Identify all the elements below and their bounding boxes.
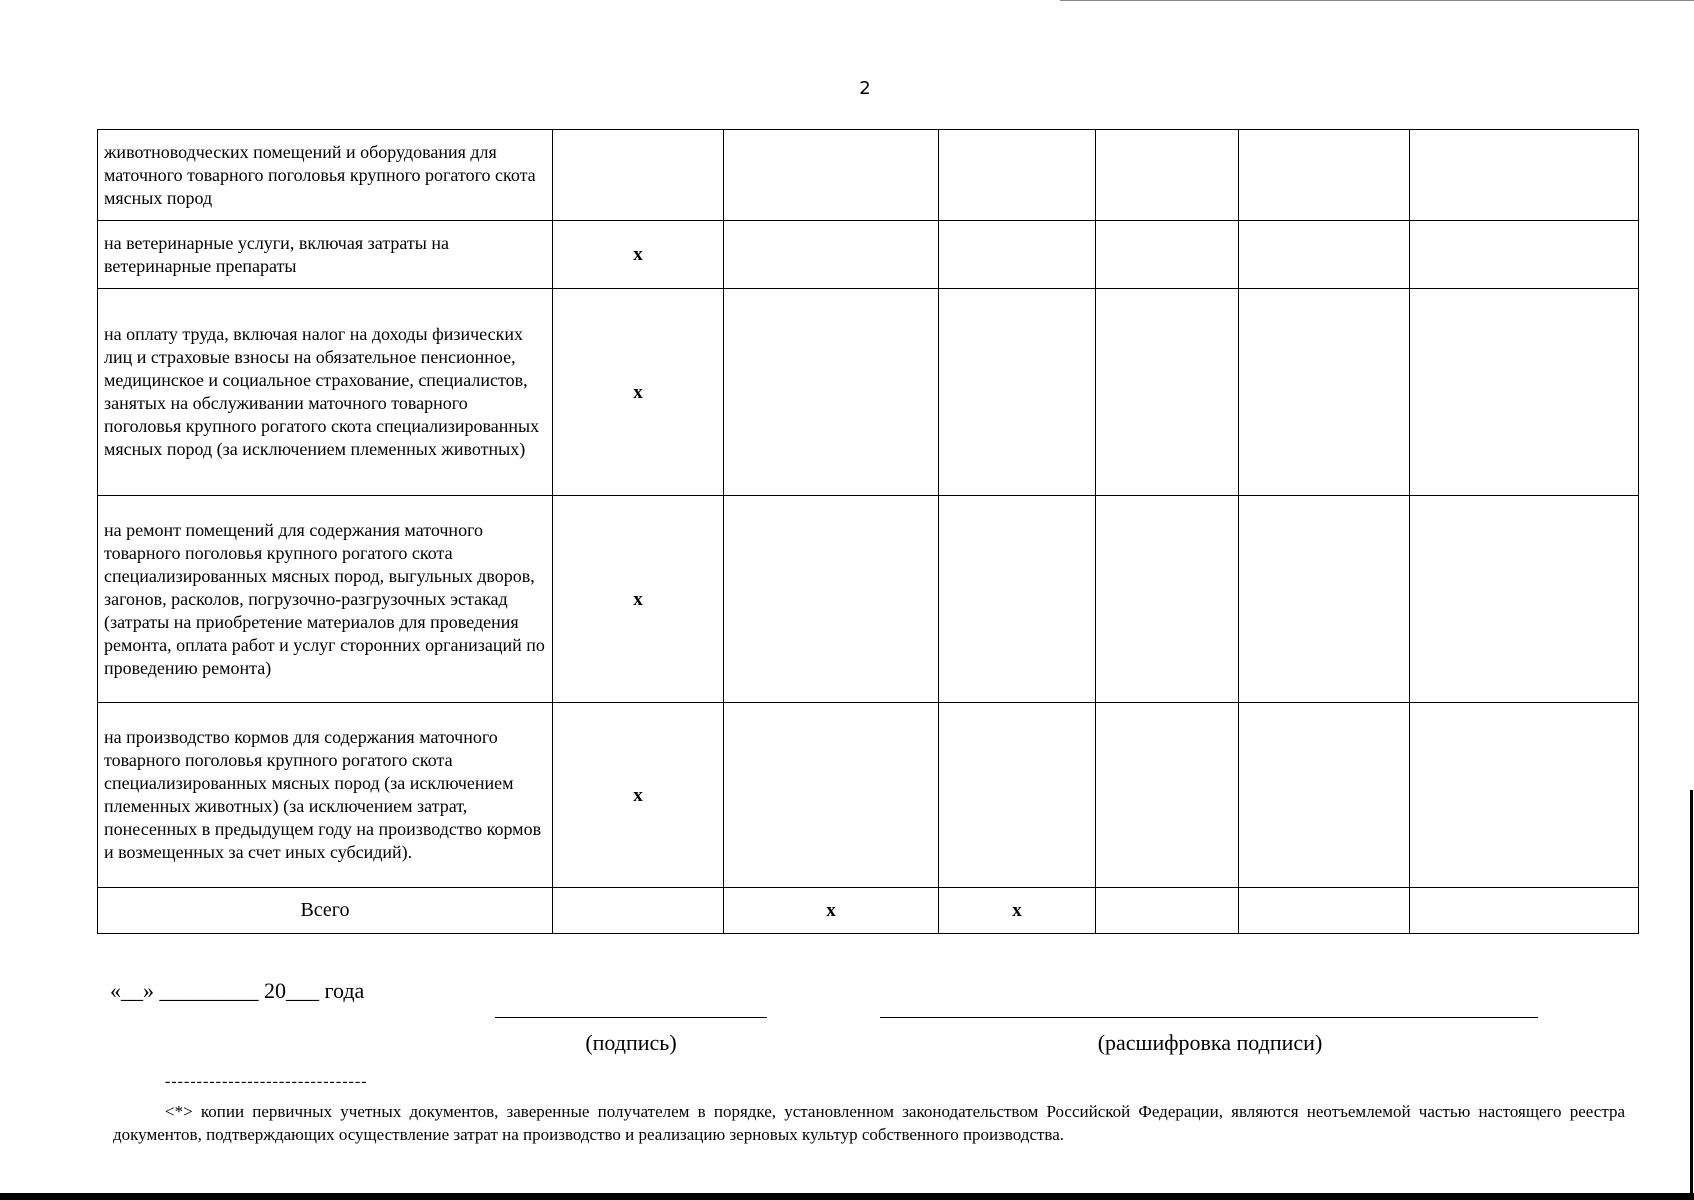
table-cell xyxy=(724,496,939,703)
signature-caption: (подпись) xyxy=(585,1030,677,1055)
table-cell xyxy=(1096,130,1239,221)
table-cell xyxy=(724,289,939,496)
signature-decoding-caption: (расшифровка подписи) xyxy=(1097,1030,1323,1055)
table-cell xyxy=(1239,703,1410,888)
total-cell xyxy=(1096,888,1239,934)
table-row xyxy=(98,496,1639,703)
scan-edge-mark xyxy=(1690,790,1693,1200)
table-cell xyxy=(1096,703,1239,888)
table-cell xyxy=(1410,703,1639,888)
table-cell xyxy=(939,703,1096,888)
row-description: на производство кормов для содержания маточного товарного поголовья крупного рогатого скота специализированных мясных пород (за исключением племенных животных) (за исключением затрат, понесенных в предыдущем году на производство кормов и возмещенных за счет иных субсидий). xyxy=(98,703,553,888)
table-cell xyxy=(1239,289,1410,496)
table-row xyxy=(98,130,1639,221)
table-cell: x xyxy=(553,289,724,496)
table-cell: x xyxy=(553,496,724,703)
table-row xyxy=(98,221,1639,289)
signature-decoding-line xyxy=(880,1017,1538,1018)
signature-line xyxy=(495,1017,767,1018)
table-body xyxy=(98,130,1639,934)
page-number: 2 xyxy=(859,78,871,99)
total-label: Всего xyxy=(98,888,553,934)
footnote-text: <*> копии первичных учетных документов, заверенные получателем в порядке, установленном законодательством Российской Федерации, являются неотъемлемой частью настоящего реестра документов, подтверждающих осуществление затрат на производство и реализацию зерновых культур собственного производства. xyxy=(113,1102,1625,1144)
total-cell xyxy=(1239,888,1410,934)
table-cell xyxy=(724,703,939,888)
table-cell: x xyxy=(553,703,724,888)
table-cell xyxy=(1410,130,1639,221)
table-cell xyxy=(1239,130,1410,221)
table-row xyxy=(98,703,1639,888)
table-row xyxy=(98,289,1639,496)
row-description: на оплату труда, включая налог на доходы физических лиц и страховые взносы на обязательное пенсионное, медицинское и социальное страхование, специалистов, занятых на обслуживании маточного товарного поголовья крупного рогатого скота специализированных мясных пород (за исключением племенных животных) xyxy=(98,289,553,496)
top-edge-rule xyxy=(1060,0,1694,1)
table-cell xyxy=(939,496,1096,703)
cost-registry-table xyxy=(97,129,1639,934)
table-cell xyxy=(1239,221,1410,289)
row-description: животноводческих помещений и оборудования для маточного товарного поголовья крупного рогатого скота мясных пород xyxy=(98,130,553,221)
table-cell: x xyxy=(553,221,724,289)
table-cell xyxy=(1410,496,1639,703)
table-cell xyxy=(939,130,1096,221)
table-cell xyxy=(1096,221,1239,289)
row-description: на ремонт помещений для содержания маточного товарного поголовья крупного рогатого скота специализированных мясных пород, выгульных дворов, загонов, расколов, погрузочно-разгрузочных эстакад (затраты на приобретение материалов для проведения ремонта, оплата работ и услуг сторонних организаций по проведению ремонта) xyxy=(98,496,553,703)
table-cell xyxy=(1096,496,1239,703)
total-cell xyxy=(553,888,724,934)
table-cell xyxy=(1410,289,1639,496)
total-row xyxy=(98,888,1639,934)
row-description: на ветеринарные услуги, включая затраты на ветеринарные препараты xyxy=(98,221,553,289)
total-cell: x xyxy=(939,888,1096,934)
table-cell xyxy=(1239,496,1410,703)
table-cell xyxy=(553,130,724,221)
scan-bottom-bar xyxy=(0,1193,1694,1200)
footnote-separator: -------------------------------- xyxy=(165,1073,368,1090)
table-cell xyxy=(724,130,939,221)
total-cell: x xyxy=(724,888,939,934)
table-cell xyxy=(939,289,1096,496)
table-cell xyxy=(1410,221,1639,289)
total-cell xyxy=(1410,888,1639,934)
table-cell xyxy=(939,221,1096,289)
table-cell xyxy=(1096,289,1239,496)
date-line: «__» _________ 20___ года xyxy=(110,978,365,1003)
table-cell xyxy=(724,221,939,289)
